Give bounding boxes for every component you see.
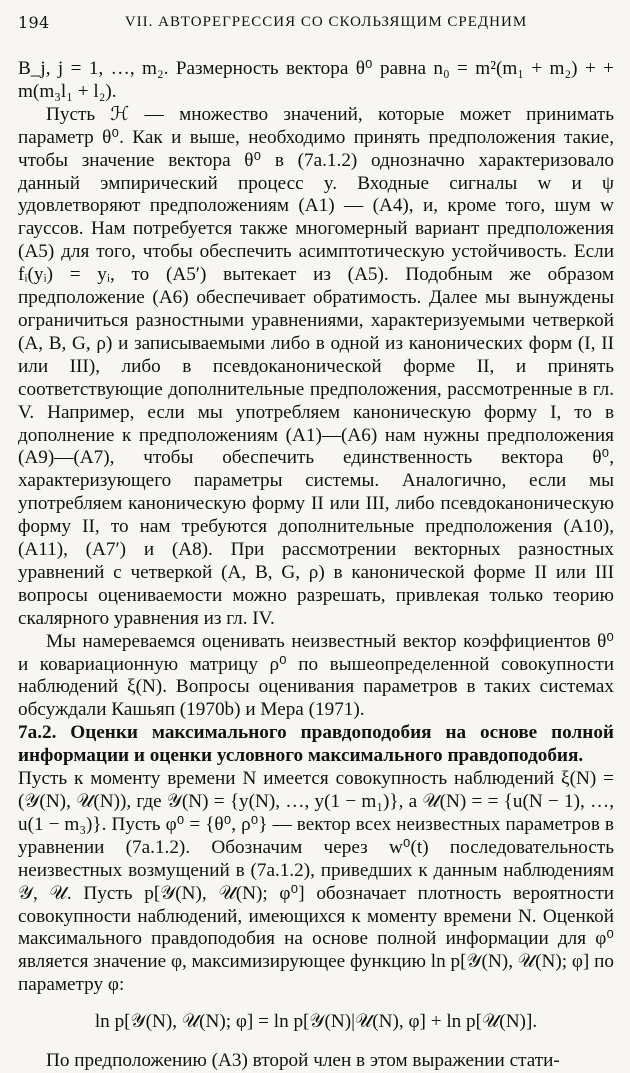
- paragraph-3: Мы намереваемся оценивать неизвестный вектор коэффициентов θ⁰ и ковариационную матрицу ρ⁰ по вышеопределенной совокупности наблюдений ξ(N). Вопросы оценивания параметров в таких системах обсуждали Кашьяп (1970b) и Мера (1971).: [18, 630, 614, 721]
- paragraph-1: B_j, j = 1, …, m₂. Размерность вектора θ⁰ равна n₀ = m²(m₁ + m₂) + + m(m₃l₁ + l₂).: [18, 58, 614, 102]
- text-body: [18, 58, 614, 1073]
- running-title: VII. АВТОРЕГРЕССИЯ СО СКОЛЬЗЯЩИМ СРЕДНИМ: [124, 13, 528, 30]
- section-heading: 7а.2. Оценки максимального правдоподобия на основе полной информации и оценки условного максимального правдоподобия.: [18, 722, 614, 767]
- formula: ln p[𝒴(N), 𝒰(N); φ] = ln p[𝒴(N)|𝒰(N), φ] + ln p[𝒰(N)].: [94, 1011, 538, 1033]
- section-text: Пусть к моменту времени N имеется совокупность наблюдений ξ(N) = (𝒴(N), 𝒰(N)), где 𝒴(N) = {y(N), …, y(1 − m₁)}, а 𝒰(N) = = {u(N − 1), …, u(1 − m₃)}. Пусть φ⁰ = {θ⁰, ρ⁰} — вектор всех неизвестных параметров в уравнении (7а.1.2). Обозначим через w⁰(t) последовательность неизвестных возмущений в (7а.1.2), приведших к данным наблюдениям 𝒴, 𝒰. Пусть p[𝒴(N), 𝒰(N); φ⁰] обозначает плотность вероятности совокупности наблюдений, имеющихся к моменту времени N. Оценкой максимального правдоподобия на основе полной информации для φ⁰ является значение φ, максимизирующее функцию ln p[𝒴(N), 𝒰(N); φ] по параметру φ:: [18, 768, 614, 996]
- last-line: По предположению (А3) второй член в этом выражении стати-: [46, 1050, 560, 1072]
- paragraph-2: Пусть ℋ — множество значений, которые может принимать параметр θ⁰. Как и выше, необходимо принять предположения такие, чтобы значение вектора θ⁰ в (7а.1.2) однозначно характеризовало данный эмпирический процесс y. Входные сигналы w и ψ удовлетворяют предположениям (А1) — (А4), и, кроме того, шум w гауссов. Нам потребуется также многомерный вариант предположения (А5) для того, чтобы обеспечить асимптотическую устойчивость. Если fᵢ(yᵢ) = yᵢ, то (А5′) вытекает из (А5). Подобным же образом предположение (А6) обеспечивает обратимость. Далее мы вынуждены ограничиться разностными уравнениями, характеризуемыми четверкой (A, B, G, ρ) и записываемыми либо в одной из канонических форм (I, II или III), либо в псевдоканонической форме II, и принять соответствующие дополнительные предположения, рассмотренные в гл. V. Например, если мы употребляем каноническую форму I, то в дополнение к предположениям (А1)—(А6) нам нужны предположения (А9)—(А7), чтобы обеспечить единственность вектора θ⁰, характеризующего параметры системы. Аналогично, если мы употребляем каноническую форму II или III, либо псевдоканоническую форму II, то нам требуются дополнительные предположения (А10), (А11), (А7′) и (А8). При рассмотрении векторных разностных уравнений с четверкой (A, B, G, ρ) в канонической форме II или III вопросы оцениваемости можно разрешать, привлекая только теорию скалярного уравнения из гл. IV.: [18, 103, 614, 629]
- page-number: 194: [18, 12, 50, 32]
- running-header: [18, 8, 614, 36]
